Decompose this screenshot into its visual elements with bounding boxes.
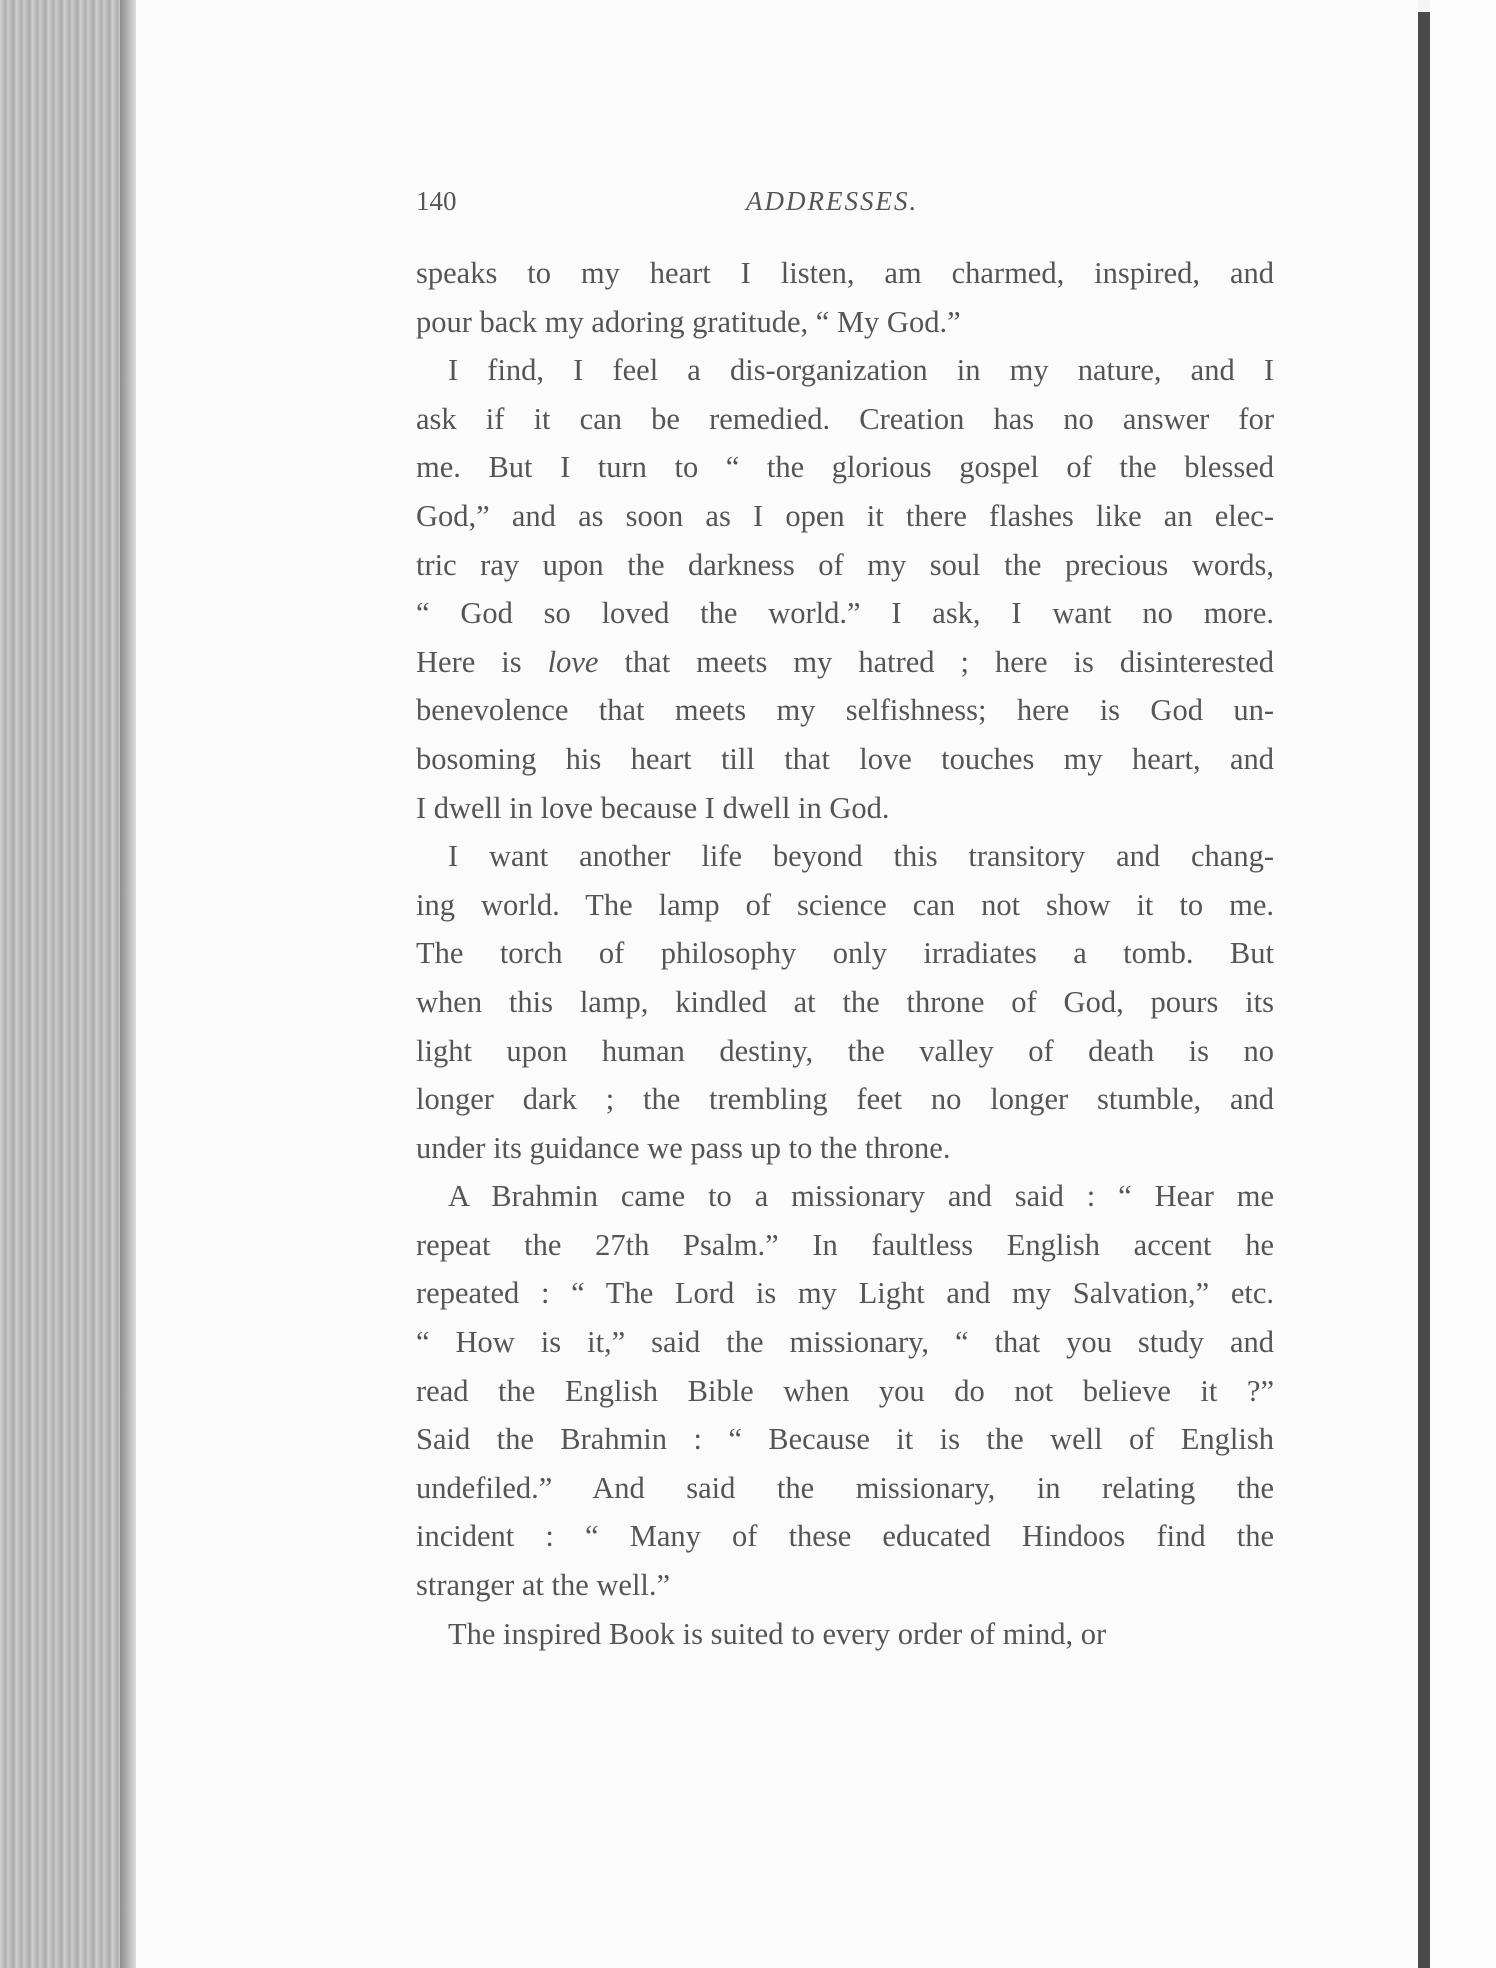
text-line: bosoming his heart till that love touches my heart, and	[416, 741, 1274, 776]
text-line: stranger at the well.”	[416, 1568, 671, 1603]
text-line: ask if it can be remedied. Creation has no answer for	[416, 401, 1274, 436]
text-line: Here is love that meets my hatred ; here is disinterested	[416, 644, 1274, 679]
text-line: me. But I turn to “ the glorious gospel of the blessed	[416, 450, 1274, 485]
text-line: repeat the 27th Psalm.” In faultless English accent he	[416, 1227, 1274, 1262]
book-page-edges	[0, 0, 136, 1968]
text-line: speaks to my heart I listen, am charmed, inspired, and	[416, 256, 1274, 290]
text-line: when this lamp, kindled at the throne of God, pours its	[416, 984, 1274, 1019]
text-line: benevolence that meets my selfishness; here is God un-	[416, 693, 1274, 728]
running-header	[416, 186, 1276, 230]
page-number: 140	[416, 186, 457, 216]
text-line: pour back my adoring gratitude, “ My God.”	[416, 304, 961, 339]
text-line: God,” and as soon as I open it there flashes like an elec-	[416, 498, 1274, 533]
facing-page-margin	[1430, 0, 1496, 1968]
gutter-shadow	[120, 0, 136, 1968]
emphasized-word: love	[547, 644, 599, 679]
text-line: repeated : “ The Lord is my Light and my Salvation,” etc.	[416, 1276, 1274, 1311]
text-line: light upon human destiny, the valley of death is no	[416, 1033, 1274, 1068]
text-line: read the English Bible when you do not believe it ?”	[416, 1373, 1274, 1408]
text-line: ing world. The lamp of science can not show it to me.	[416, 887, 1274, 922]
text-line: A Brahmin came to a missionary and said : “ Hear me	[448, 1179, 1274, 1214]
text-line: I find, I feel a dis-organization in my nature, and I	[448, 353, 1274, 388]
text-line: The torch of philosophy only irradiates a tomb. But	[416, 936, 1274, 971]
text-line: tric ray upon the darkness of my soul the precious words,	[416, 547, 1274, 582]
text-line: The inspired Book is suited to every order of mind, or	[448, 1616, 1107, 1651]
text-line: Said the Brahmin : “ Because it is the well of English	[416, 1422, 1274, 1457]
text-line: undefiled.” And said the missionary, in relating the	[416, 1470, 1274, 1505]
text-line: under its guidance we pass up to the throne.	[416, 1130, 951, 1165]
text-line: I dwell in love because I dwell in God.	[416, 790, 890, 825]
page-body	[416, 249, 1274, 1658]
running-title: ADDRESSES.	[746, 186, 919, 216]
text-line: I want another life beyond this transitory and chang-	[448, 839, 1274, 874]
text-line: “ God so loved the world.” I ask, I want no more.	[416, 596, 1274, 631]
binding-edge	[1418, 12, 1430, 1968]
text-line: longer dark ; the trembling feet no longer stumble, and	[416, 1082, 1274, 1117]
text-line: “ How is it,” said the missionary, “ that you study and	[416, 1325, 1274, 1360]
text-line: incident : “ Many of these educated Hindoos find the	[416, 1519, 1274, 1554]
